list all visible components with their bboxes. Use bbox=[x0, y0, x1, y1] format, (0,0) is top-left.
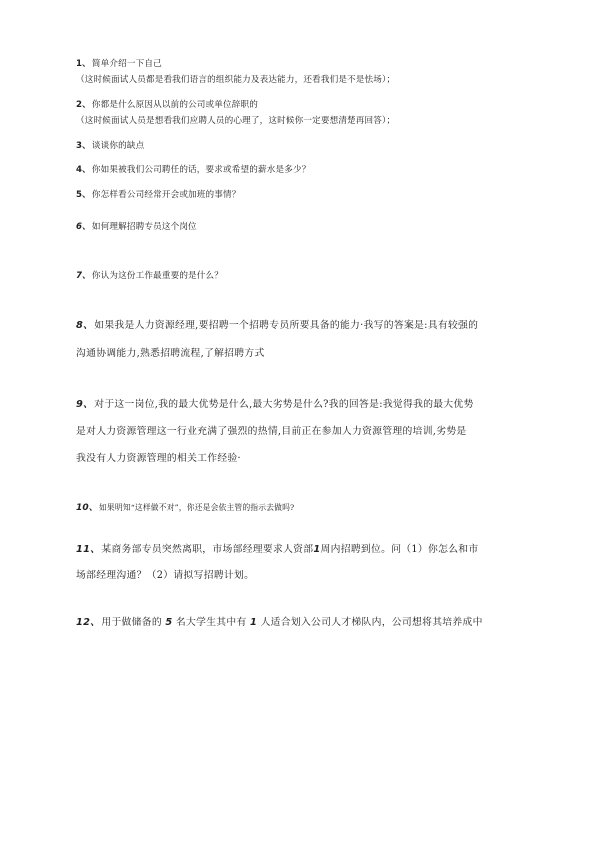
question-text: 谈谈你的缺点 bbox=[91, 141, 145, 151]
question-number: 5、 bbox=[76, 190, 91, 200]
question-8-line-2: 沟通协调能力,熟悉招聘流程,了解招聘方式 bbox=[76, 348, 265, 359]
question-2 bbox=[76, 97, 258, 113]
question-text: 某商务部专员突然离职，市场部经理要求人资部 bbox=[101, 544, 314, 555]
question-number: 4、 bbox=[76, 165, 91, 175]
question-number: 8、 bbox=[76, 320, 94, 331]
question-text: 用于做储备的 bbox=[101, 617, 162, 628]
inline-number: 1 bbox=[250, 617, 258, 628]
question-text: 对于这一岗位,我的最大优势是什么,最大劣势是什么?我的回答是:我觉得我的最大优势 bbox=[94, 399, 474, 410]
question-4 bbox=[76, 162, 310, 178]
question-text: 简单介绍一下自己 bbox=[91, 59, 162, 69]
question-text: 你认为这份工作最重要的是什么？ bbox=[91, 271, 224, 281]
inline-number: 1 bbox=[313, 544, 321, 555]
question-11 bbox=[76, 542, 479, 558]
question-number: 7、 bbox=[76, 271, 91, 281]
question-number: 12、 bbox=[76, 617, 101, 628]
question-1 bbox=[76, 56, 162, 72]
question-9-line-2: 是对人力资源管理这一行业充满了强烈的热情,目前正在参加人力资源管理的培训,劣势是 bbox=[76, 426, 467, 437]
question-number: 11、 bbox=[76, 544, 101, 555]
question-number: 2、 bbox=[76, 100, 91, 110]
question-text-cont: 名大学生其中有 bbox=[175, 617, 247, 628]
question-5 bbox=[76, 187, 241, 203]
question-number: 3、 bbox=[76, 141, 91, 151]
question-number: 1、 bbox=[76, 59, 91, 69]
question-2-note: （这时候面试人员是想看我们应聘人员的心理了，这时候你一定要想清楚再回答）； bbox=[76, 116, 396, 126]
question-1-note: （这时候面试人员都是看我们语言的组织能力及表达能力，还看我们是不是怯场）； bbox=[76, 75, 396, 85]
question-text-cont: 周内招聘到位。问（1）你怎么和市 bbox=[320, 544, 479, 555]
question-8 bbox=[76, 318, 478, 334]
question-text: 如果明知“这样做不对”，你还是会依主管的指示去做吗? bbox=[98, 503, 295, 512]
question-text: 如何理解招聘专员这个岗位 bbox=[91, 222, 197, 232]
question-10 bbox=[76, 500, 294, 516]
question-11-line-2: 场部经理沟通？（2）请拟写招聘计划。 bbox=[76, 570, 255, 581]
question-text: 你都是什么原因从以前的公司或单位辞职的 bbox=[91, 100, 259, 110]
question-number: 6、 bbox=[76, 222, 91, 232]
question-6 bbox=[76, 219, 197, 235]
question-12 bbox=[76, 615, 483, 631]
question-3 bbox=[76, 138, 144, 154]
question-text-cont: 人适合划入公司人才梯队内，公司想将其培养成中 bbox=[260, 617, 483, 628]
question-text: 如果我是人力资源经理,要招聘一个招聘专员所要具备的能力·我写的答案是:具有较强的 bbox=[94, 320, 479, 331]
question-7 bbox=[76, 268, 223, 284]
question-9-line-3: 我没有人力资源管理的相关工作经验· bbox=[76, 453, 241, 464]
question-9 bbox=[76, 397, 474, 413]
question-text: 你怎样看公司经常开会或加班的事情？ bbox=[91, 190, 241, 200]
question-number: 9、 bbox=[76, 399, 94, 410]
inline-number: 5 bbox=[165, 617, 173, 628]
question-text: 你如果被我们公司聘任的话，要求或希望的薪水是多少？ bbox=[91, 165, 311, 175]
question-number: 10、 bbox=[76, 503, 98, 513]
